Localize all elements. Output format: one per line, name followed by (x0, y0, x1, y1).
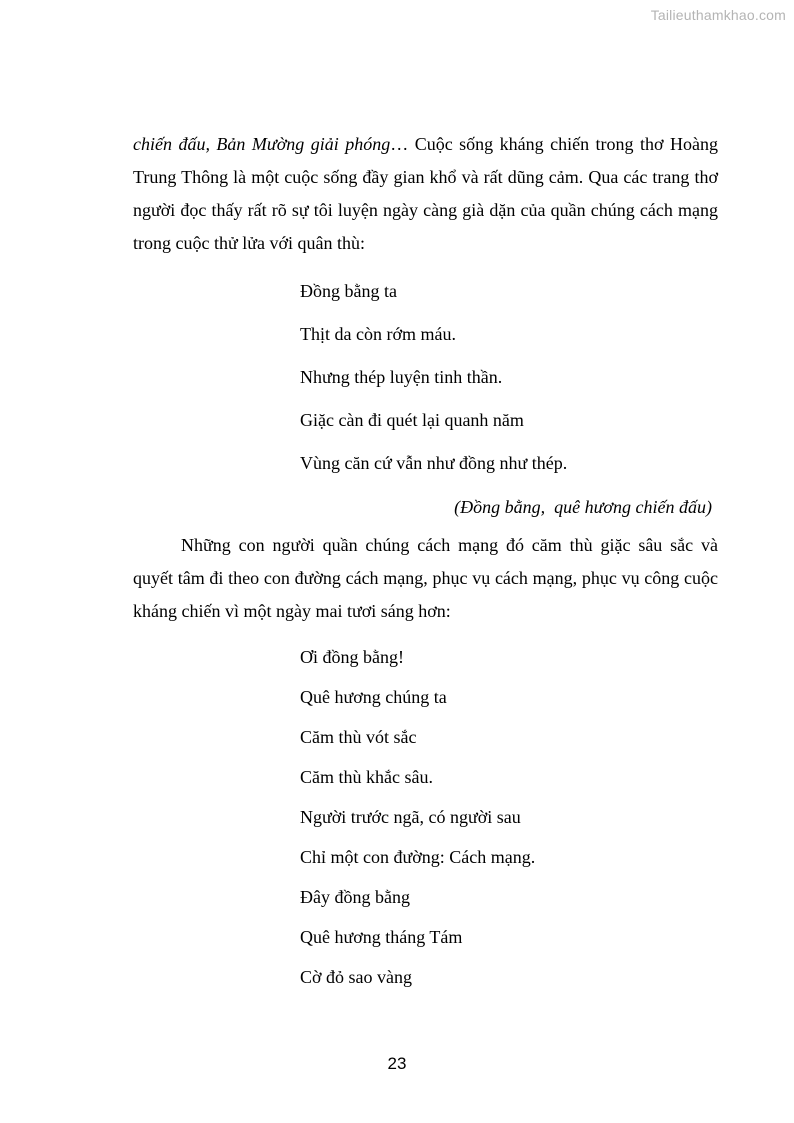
poem-source: (Đồng bằng, quê hương chiến đấu) (454, 497, 712, 517)
poem-line: Quê hương chúng ta (300, 687, 447, 707)
paragraph-intro-italic-lead: chiến đấu, Bản Mường giải phóng (133, 134, 391, 154)
poem-line: Chỉ một con đường: Cách mạng. (300, 847, 536, 867)
paragraph-quan-chung: Những con người quần chúng cách mạng đó căm thù giặc sâu sắc và quyết tâm đi theo con đường cách mạng, phục vụ cách mạng, phục vụ công cuộc kháng chiến vì một ngày mai tươi sáng hơn: (133, 535, 718, 621)
paragraph-intro (133, 128, 718, 260)
poem-oi-dong-bang (133, 637, 718, 997)
paragraph-intro-text: … Cuộc sống kháng chiến trong thơ Hoàng Trung Thông là một cuộc sống đầy gian khổ và rất dũng cảm. Qua các trang thơ người đọc thấy rất rõ sự tôi luyện ngày càng già dặn của quần chúng cách mạng trong cuộc thử lửa với quân thù: (133, 134, 718, 253)
poem-line: Ơi đồng bằng! (300, 647, 404, 667)
poem-line: Căm thù vót sắc (300, 727, 417, 747)
poem-line: Người trước ngã, có người sau (300, 807, 521, 827)
poem-line: Nhưng thép luyện tinh thần. (300, 367, 503, 387)
poem-line: Đây đồng bằng (300, 887, 410, 907)
poem-line: Vùng căn cứ vẫn như đồng như thép. (300, 453, 568, 473)
poem-line: Cờ đỏ sao vàng (300, 967, 413, 987)
watermark: Tailieuthamkhao.com (650, 7, 786, 23)
page-body (133, 128, 718, 997)
poem-line: Đồng bằng ta (300, 281, 397, 301)
poem-line: Thịt da còn rớm máu. (300, 324, 456, 344)
poem-dong-bang (133, 270, 718, 485)
poem-line: Quê hương tháng Tám (300, 927, 463, 947)
poem-line: Căm thù khắc sâu. (300, 767, 433, 787)
page-number: 23 (387, 1054, 407, 1073)
poem-line: Giặc càn đi quét lại quanh năm (300, 410, 524, 430)
